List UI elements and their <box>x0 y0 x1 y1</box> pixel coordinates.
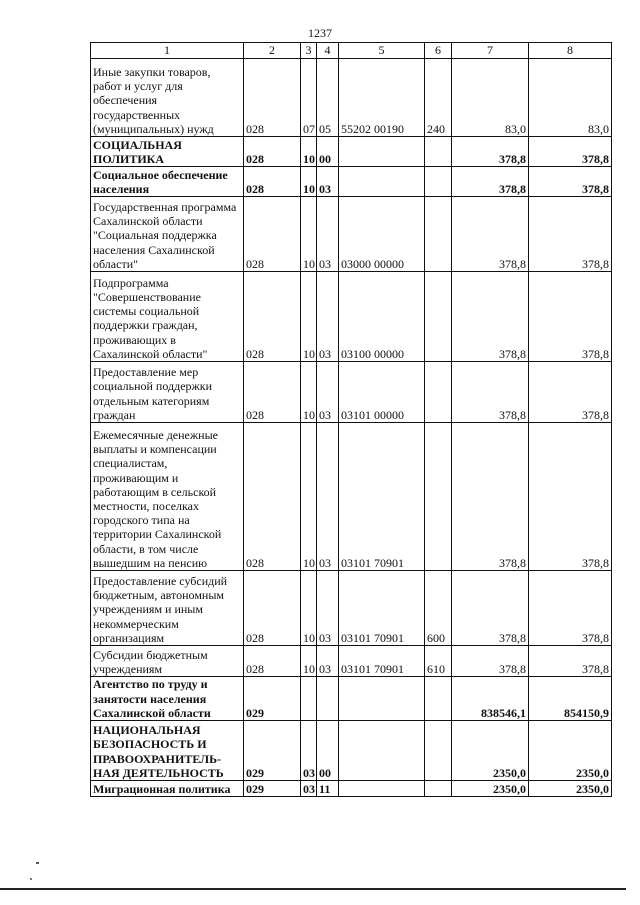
table-row <box>91 781 612 797</box>
section-code: 10 <box>301 197 317 272</box>
row-name: Социальное обеспечение населения <box>91 167 244 197</box>
subsection-code: 03 <box>317 646 339 677</box>
row-name: НАЦИОНАЛЬНАЯ БЕЗОПАСНОСТЬ И ПРАВООХРАНИТЕЛЬ-НАЯ ДЕЯТЕЛЬНОСТЬ <box>91 721 244 781</box>
amount-year-2: 378,8 <box>529 362 612 423</box>
row-name: СОЦИАЛЬНАЯ ПОЛИТИКА <box>91 137 244 167</box>
row-name: Агентство по труду и занятости населения Сахалинской области <box>91 677 244 721</box>
scan-speck <box>30 878 32 880</box>
target-code <box>339 677 425 721</box>
row-name: Подпрограмма "Совершенствование системы социальной поддержки граждан, проживающих в Сахалинской области" <box>91 272 244 362</box>
section-code: 10 <box>301 423 317 571</box>
header-col-1: 1 <box>91 43 244 59</box>
expense-type-code <box>425 781 452 797</box>
ministry-code: 028 <box>244 137 301 167</box>
row-name: Миграционная политика <box>91 781 244 797</box>
expense-type-code <box>425 721 452 781</box>
section-code: 10 <box>301 272 317 362</box>
row-name: Иные закупки товаров, работ и услуг для обеспечения государственных (муниципальных) нужд <box>91 59 244 137</box>
subsection-code: 00 <box>317 721 339 781</box>
ministry-code: 028 <box>244 362 301 423</box>
table-row <box>91 197 612 272</box>
expense-type-code: 610 <box>425 646 452 677</box>
target-code <box>339 167 425 197</box>
amount-year-2: 378,8 <box>529 423 612 571</box>
target-code <box>339 721 425 781</box>
section-code <box>301 677 317 721</box>
row-name: Ежемесячные денежные выплаты и компенсации специалистам, проживающим и работающим в сельской местности, поселках городского типа на территории Сахалинской области, в том числе вышедшим на пенсию <box>91 423 244 571</box>
budget-table <box>90 42 612 797</box>
amount-year-2: 854150,9 <box>529 677 612 721</box>
table-row <box>91 362 612 423</box>
table-row <box>91 59 612 137</box>
amount-year-1: 378,8 <box>452 137 529 167</box>
amount-year-1: 378,8 <box>452 362 529 423</box>
target-code <box>339 137 425 167</box>
expense-type-code <box>425 272 452 362</box>
page-number: 1237 <box>308 26 332 40</box>
bottom-rule <box>0 888 626 890</box>
table-row <box>91 646 612 677</box>
section-code: 03 <box>301 721 317 781</box>
ministry-code: 029 <box>244 677 301 721</box>
table-row <box>91 423 612 571</box>
amount-year-1: 378,8 <box>452 423 529 571</box>
amount-year-2: 83,0 <box>529 59 612 137</box>
section-code: 07 <box>301 59 317 137</box>
amount-year-2: 378,8 <box>529 272 612 362</box>
header-col-5: 5 <box>339 43 425 59</box>
expense-type-code <box>425 423 452 571</box>
row-name: Предоставление субсидий бюджетным, автономным учреждениям и иным некоммерческим организациям <box>91 571 244 646</box>
ministry-code: 028 <box>244 59 301 137</box>
target-code: 03100 00000 <box>339 272 425 362</box>
subsection-code: 00 <box>317 137 339 167</box>
header-col-3: 3 <box>301 43 317 59</box>
subsection-code: 03 <box>317 272 339 362</box>
subsection-code: 11 <box>317 781 339 797</box>
target-code: 03101 70901 <box>339 646 425 677</box>
scan-speck <box>36 862 39 864</box>
target-code <box>339 781 425 797</box>
section-code: 10 <box>301 646 317 677</box>
subsection-code: 03 <box>317 197 339 272</box>
section-code: 03 <box>301 781 317 797</box>
ministry-code: 028 <box>244 272 301 362</box>
row-name: Предоставление мер социальной поддержки отдельным категориям граждан <box>91 362 244 423</box>
subsection-code: 03 <box>317 571 339 646</box>
amount-year-1: 378,8 <box>452 571 529 646</box>
amount-year-2: 378,8 <box>529 197 612 272</box>
amount-year-2: 2350,0 <box>529 781 612 797</box>
expense-type-code: 600 <box>425 571 452 646</box>
target-code: 03101 70901 <box>339 423 425 571</box>
subsection-code: 03 <box>317 423 339 571</box>
header-col-8: 8 <box>529 43 612 59</box>
amount-year-1: 378,8 <box>452 646 529 677</box>
amount-year-2: 378,8 <box>529 167 612 197</box>
expense-type-code <box>425 167 452 197</box>
target-code: 03000 00000 <box>339 197 425 272</box>
table-row <box>91 571 612 646</box>
amount-year-1: 838546,1 <box>452 677 529 721</box>
header-row <box>91 43 612 59</box>
table-row <box>91 167 612 197</box>
section-code: 10 <box>301 167 317 197</box>
target-code: 55202 00190 <box>339 59 425 137</box>
amount-year-2: 378,8 <box>529 646 612 677</box>
section-code: 10 <box>301 137 317 167</box>
ministry-code: 028 <box>244 167 301 197</box>
amount-year-1: 378,8 <box>452 197 529 272</box>
section-code: 10 <box>301 571 317 646</box>
amount-year-1: 83,0 <box>452 59 529 137</box>
subsection-code: 03 <box>317 167 339 197</box>
table-row <box>91 677 612 721</box>
ministry-code: 029 <box>244 781 301 797</box>
ministry-code: 028 <box>244 571 301 646</box>
expense-type-code <box>425 197 452 272</box>
amount-year-2: 2350,0 <box>529 721 612 781</box>
amount-year-1: 378,8 <box>452 167 529 197</box>
amount-year-1: 2350,0 <box>452 721 529 781</box>
subsection-code: 05 <box>317 59 339 137</box>
expense-type-code <box>425 677 452 721</box>
target-code: 03101 00000 <box>339 362 425 423</box>
table-row <box>91 721 612 781</box>
section-code: 10 <box>301 362 317 423</box>
header-col-6: 6 <box>425 43 452 59</box>
expense-type-code <box>425 137 452 167</box>
expense-type-code: 240 <box>425 59 452 137</box>
expense-type-code <box>425 362 452 423</box>
row-name: Государственная программа Сахалинской области "Социальная поддержка населения Сахалинской области" <box>91 197 244 272</box>
table-row <box>91 272 612 362</box>
row-name: Субсидии бюджетным учреждениям <box>91 646 244 677</box>
subsection-code <box>317 677 339 721</box>
subsection-code: 03 <box>317 362 339 423</box>
header-col-7: 7 <box>452 43 529 59</box>
ministry-code: 028 <box>244 423 301 571</box>
amount-year-1: 378,8 <box>452 272 529 362</box>
ministry-code: 029 <box>244 721 301 781</box>
ministry-code: 028 <box>244 197 301 272</box>
amount-year-2: 378,8 <box>529 137 612 167</box>
header-col-4: 4 <box>317 43 339 59</box>
amount-year-2: 378,8 <box>529 571 612 646</box>
ministry-code: 028 <box>244 646 301 677</box>
table-row <box>91 137 612 167</box>
header-col-2: 2 <box>244 43 301 59</box>
amount-year-1: 2350,0 <box>452 781 529 797</box>
target-code: 03101 70901 <box>339 571 425 646</box>
